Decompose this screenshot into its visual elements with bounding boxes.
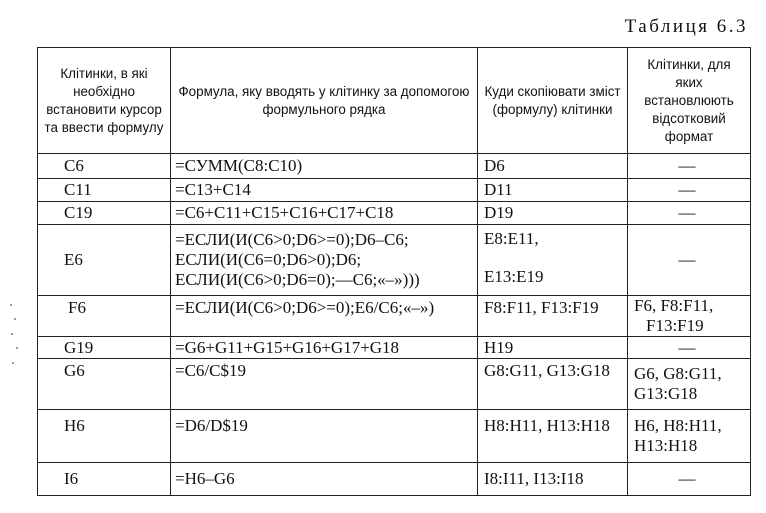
formula-text: =C6+C11+C15+C16+C17+C18	[171, 202, 478, 225]
percent-line: H6, H8:H11,	[634, 416, 722, 435]
table-row	[38, 337, 751, 359]
cell-address: G19	[38, 337, 171, 359]
percent-line: F13:F19	[646, 316, 704, 335]
header-copy-destination: Куди скопіювати зміст (формулу) клітинки	[478, 48, 628, 154]
copy-destination: F8:F11, F13:F19	[478, 296, 628, 337]
formula-line: ЕСЛИ(И(C6>0;D6=0);—C6;«–»)))	[175, 270, 420, 289]
percent-cells: —	[628, 154, 751, 179]
percent-line: G6, G8:G11,	[634, 364, 722, 383]
cell-address: C6	[38, 154, 171, 179]
table-row	[38, 179, 751, 202]
table-row	[38, 154, 751, 179]
copy-destination: H8:H11, H13:H18	[478, 410, 628, 463]
table-caption: Таблиця 6.3	[624, 16, 748, 37]
formula-text: =C13+C14	[171, 179, 478, 202]
copy-destination: I8:I11, I13:I18	[478, 463, 628, 496]
destination-line: E13:E19	[484, 267, 544, 286]
formula-line: ЕСЛИ(И(C6=0;D6>0);D6;	[175, 250, 362, 269]
cell-address: H6	[38, 410, 171, 463]
percent-line: G13:G18	[634, 384, 698, 403]
header-row	[38, 48, 751, 154]
percent-line: F6, F8:F11,	[634, 296, 714, 315]
formula-text	[171, 225, 478, 296]
percent-cells	[628, 296, 751, 337]
percent-cells: —	[628, 179, 751, 202]
table-row	[38, 296, 751, 337]
formula-text: =G6+G11+G15+G16+G17+G18	[171, 337, 478, 359]
scan-specks	[8, 300, 20, 380]
formula-text: =C6/C$19	[171, 359, 478, 410]
table-row	[38, 225, 751, 296]
cell-address: I6	[38, 463, 171, 496]
percent-cells: —	[628, 202, 751, 225]
percent-cells	[628, 410, 751, 463]
formula-text: =СУММ(C8:C10)	[171, 154, 478, 179]
formula-table	[37, 47, 751, 496]
header-formula: Формула, яку вводять у клітинку за допомогою формульного рядка	[171, 48, 478, 154]
copy-destination: D19	[478, 202, 628, 225]
cell-address: E6	[38, 225, 171, 296]
percent-cells: —	[628, 337, 751, 359]
formula-text: =D6/D$19	[171, 410, 478, 463]
cell-address: C11	[38, 179, 171, 202]
header-cell-target: Клітинки, в які необхідно встановити курсор та ввести формулу	[38, 48, 171, 154]
percent-cells: —	[628, 463, 751, 496]
table-row	[38, 359, 751, 410]
cell-address: G6	[38, 359, 171, 410]
cell-address: F6	[38, 296, 171, 337]
formula-line: =ЕСЛИ(И(C6>0;D6>=0);D6–C6;	[175, 230, 409, 249]
cell-address: C19	[38, 202, 171, 225]
copy-destination	[478, 225, 628, 296]
copy-destination: D11	[478, 179, 628, 202]
table-row	[38, 202, 751, 225]
percent-cells	[628, 359, 751, 410]
formula-text: =H6–G6	[171, 463, 478, 496]
formula-text: =ЕСЛИ(И(C6>0;D6>=0);E6/C6;«–»)	[171, 296, 478, 337]
percent-cells: —	[628, 225, 751, 296]
table-row	[38, 410, 751, 463]
copy-destination: D6	[478, 154, 628, 179]
percent-line: H13:H18	[634, 436, 698, 455]
header-percent-format: Клітинки, для яких встановлюють відсотковий формат	[628, 48, 751, 154]
copy-destination: G8:G11, G13:G18	[478, 359, 628, 410]
copy-destination: H19	[478, 337, 628, 359]
table-row	[38, 463, 751, 496]
destination-line: E8:E11,	[484, 229, 539, 248]
